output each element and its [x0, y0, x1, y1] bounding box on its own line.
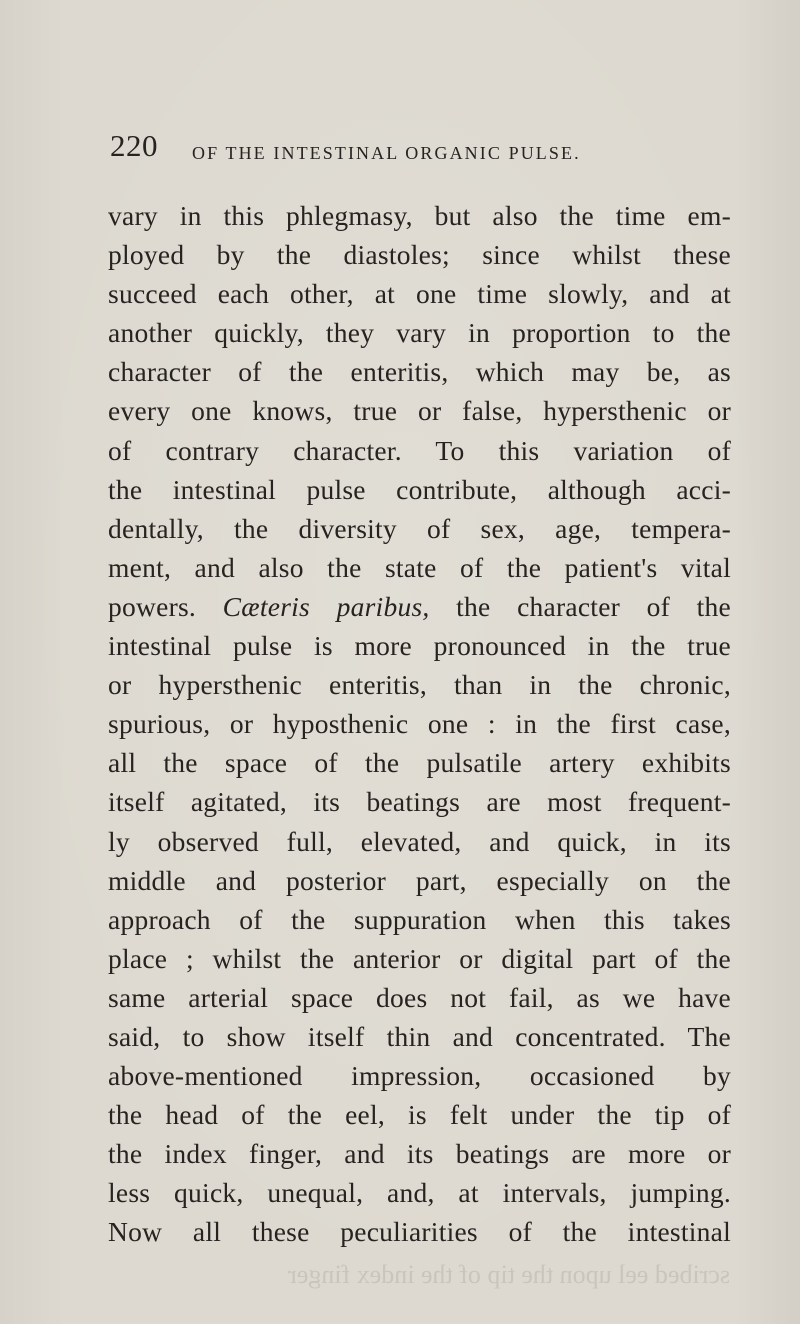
text-line: of contrary character. To this variation of — [108, 434, 731, 466]
page-number: 220 — [110, 128, 158, 163]
text-line: above-mentioned impression, occasioned by — [108, 1060, 731, 1092]
text-line: said, to show itself thin and concentrated. The — [108, 1020, 731, 1052]
text-line: dentally, the diversity of sex, age, tempera- — [108, 512, 731, 544]
text-line: ployed by the diastoles; since whilst these — [108, 239, 731, 271]
text-line: place ; whilst the anterior or digital part of the — [108, 942, 731, 974]
running-title: OF THE INTESTINAL ORGANIC PULSE. — [192, 143, 581, 163]
text-line: or hypersthenic enteritis, than in the chronic, — [108, 669, 731, 701]
text-run: the character of the — [456, 590, 732, 622]
text-line: Now all these peculiarities of the intestinal — [108, 1216, 731, 1248]
text-line: succeed each other, at one time slowly, and at — [108, 278, 731, 310]
text-line: less quick, unequal, and, at intervals, jumping. — [108, 1177, 731, 1209]
text-line: the head of the eel, is felt under the tip of — [108, 1099, 731, 1131]
text-line-with-italic — [108, 587, 731, 626]
text-line: intestinal pulse is more pronounced in the true — [108, 630, 731, 662]
text-line: the index finger, and its beatings are more or — [108, 1138, 731, 1170]
body-text — [108, 196, 731, 1252]
text-line: ment, and also the state of the patient's vital — [108, 551, 731, 583]
text-run: powers. — [108, 590, 197, 622]
text-line: vary in this phlegmasy, but also the time em- — [108, 200, 731, 231]
show-through-text: scribed eel upon the tip of the index finger — [288, 1260, 730, 1289]
text-line: itself agitated, its beatings are most frequent- — [108, 786, 731, 818]
text-line: ly observed full, elevated, and quick, in its — [108, 825, 731, 857]
text-line: same arterial space does not fail, as we have — [108, 981, 731, 1013]
text-line: every one knows, true or false, hypersthenic or — [108, 395, 731, 427]
text-line: another quickly, they vary in proportion to the — [108, 317, 731, 349]
page-header — [110, 128, 730, 168]
text-line: all the space of the pulsatile artery exhibits — [108, 747, 731, 779]
text-line: spurious, or hyposthenic one : in the first case, — [108, 708, 731, 740]
text-line: character of the enteritis, which may be, as — [108, 356, 731, 388]
italic-phrase: Cæteris paribus, — [222, 590, 430, 622]
text-line: approach of the suppuration when this takes — [108, 903, 731, 935]
text-line: middle and posterior part, especially on the — [108, 864, 731, 896]
text-line: the intestinal pulse contribute, although acci- — [108, 473, 731, 505]
